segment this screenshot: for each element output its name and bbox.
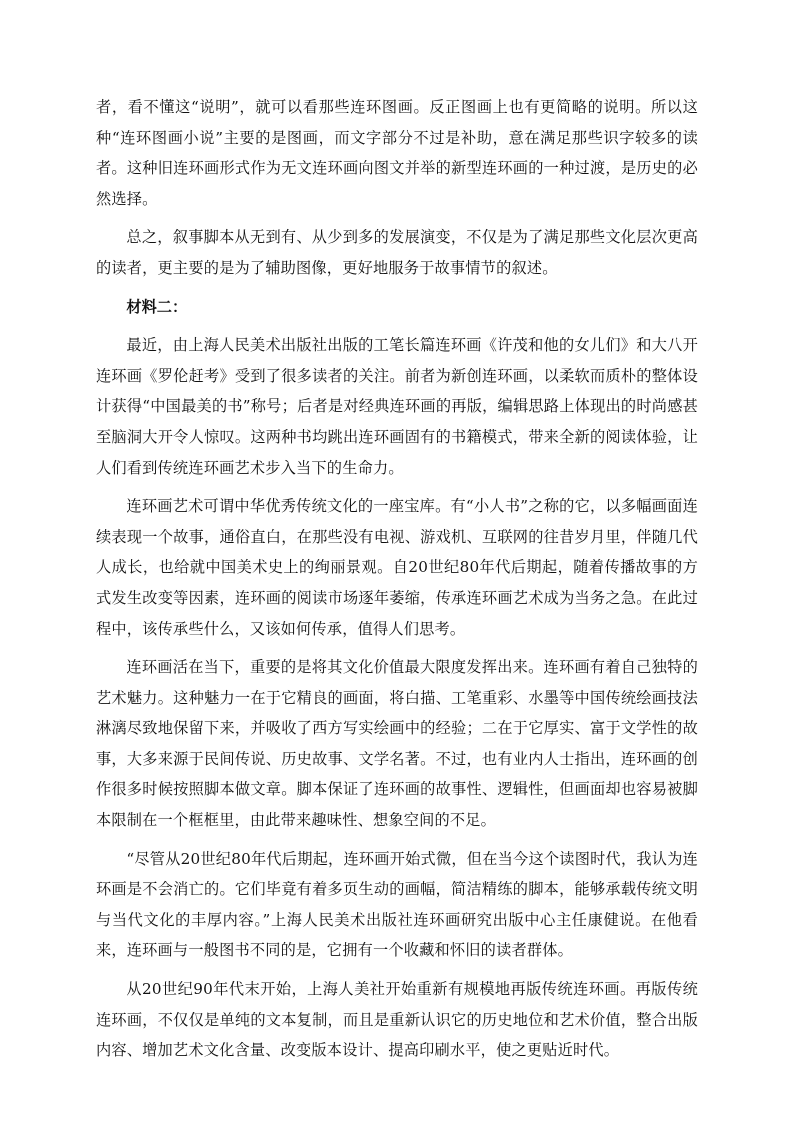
- paragraph: 连环画艺术可谓中华优秀传统文化的一座宝库。有“小人书”之称的它，以多幅画面连续表现一个故事，通俗直白，在那些没有电视、游戏机、互联网的往昔岁月里，伴随几代人成长，也给就中国美术史上的绚丽景观。自20世纪80年代后期起，随着传播故事的方式发生改变等因素，连环画的阅读市场逐年萎缩，传承连环画艺术成为当务之急。在此过程中，该传承些什么，又该如何传承，值得人们思考。: [96, 497, 698, 638]
- paragraph: 连环画活在当下，重要的是将其文化价值最大限度发挥出来。连环画有着自己独特的艺术魅力。这种魅力一在于它精良的画面，将白描、工笔重彩、水墨等中国传统绘画技法淋漓尽致地保留下来，并吸收了西方写实绘画中的经验；二在于它厚实、富于文学性的故事，大多来源于民间传说、历史故事、文学名著。不过，也有业内人士指出，连环画的创作很多时候按照脚本做文章。脚本保证了连环画的故事性、逻辑性，但画面却也容易被脚本限制在一个框框里，由此带来趣味性、想象空间的不足。: [96, 658, 698, 830]
- paragraph: 最近，由上海人民美术出版社出版的工笔长篇连环画《许茂和他的女儿们》和大八开连环画《罗伦赶考》受到了很多读者的关注。前者为新创连环画，以柔软而质朴的整体设计获得“中国最美的书”称号；后者是对经典连环画的再版，编辑思路上体现出的时尚感甚至脑洞大开令人惊叹。这两种书均跳出连环画固有的书籍模式，带来全新的阅读体验，让人们看到传统连环画艺术步入当下的生命力。: [96, 336, 698, 477]
- paragraph-quote: “尽管从20世纪80年代后期起，连环画开始式微，但在当今这个读图时代，我认为连环画是不会消亡的。它们毕竟有着多页生动的画幅，简洁精练的脚本，能够承载传统文明与当代文化的丰厚内容。”上海人民美术出版社连环画研究出版中心主任康健说。在他看来，连环画与一般图书不同的是，它拥有一个收藏和怀旧的读者群体。: [96, 849, 698, 960]
- document-page: [96, 92, 698, 1074]
- paragraph-summary: 总之，叙事脚本从无到有、从少到多的发展演变，不仅是为了满足那些文化层次更高的读者，更主要的是为了辅助图像，更好地服务于故事情节的叙述。: [96, 228, 698, 277]
- paragraph-continuation: 者，看不懂这“说明”，就可以看那些连环图画。反正图画上也有更简略的说明。所以这种“连环图画小说”主要的是图画，而文字部分不过是补助，意在满足那些识字较多的读者。这种旧连环画形式作为无文连环画向图文并举的新型连环画的一种过渡，是历史的必然选择。: [96, 98, 698, 208]
- paragraph: 从20世纪90年代末开始，上海人美社开始重新有规模地再版传统连环画。再版传统连环画，不仅仅是单纯的文本复制，而且是重新认识它的历史地位和艺术价值，整合出版内容、增加艺术文化含量、改变版本设计、提高印刷水平，使之更贴近时代。: [96, 980, 698, 1060]
- section-heading: 材料二：: [126, 297, 188, 316]
